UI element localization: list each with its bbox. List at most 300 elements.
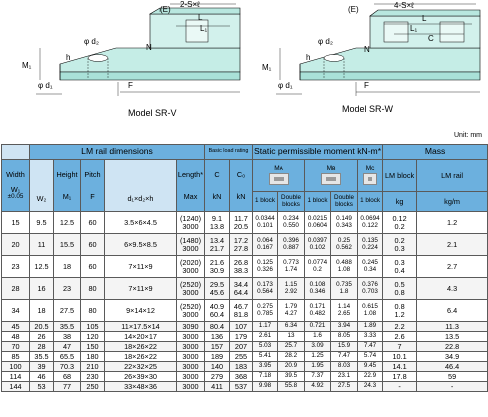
- header-ma-label: Mᴀ: [274, 164, 283, 172]
- moment-a-icon: [269, 173, 289, 185]
- cell-value: 255: [234, 351, 248, 361]
- cell-mb2: [331, 342, 358, 352]
- cell-value: 4.27: [284, 309, 298, 317]
- caption-sr-w: Model SR-W: [342, 104, 394, 114]
- cell-mb1: [305, 278, 331, 300]
- cell-ma2: [278, 362, 305, 372]
- spec-table-body: [2, 212, 488, 392]
- cell-value: 0.234: [283, 214, 299, 222]
- cell-ma1: [253, 352, 278, 362]
- cell-d: 18×26×22: [105, 352, 177, 362]
- cell-ma2: [278, 332, 305, 342]
- cell-value: 7.37: [311, 372, 324, 380]
- cell-c: [205, 212, 230, 234]
- cell-value: 368: [234, 371, 248, 381]
- label-m1: M₁: [22, 61, 32, 70]
- cell-ma1: [253, 300, 278, 322]
- cell-rail: -: [417, 382, 488, 392]
- cell-value: 189: [210, 351, 224, 361]
- cell-value: 140: [210, 361, 224, 371]
- cell-value: 0.326: [257, 265, 273, 273]
- cell-m1: 77: [54, 382, 81, 392]
- cell-w2: 12.5: [30, 256, 54, 278]
- cell-value: 30.9: [209, 265, 225, 275]
- cell-value: 3.95: [258, 362, 272, 370]
- cell-value: 1.14: [337, 302, 351, 310]
- header-c0-unit: kN: [236, 191, 246, 201]
- cell-f: 60: [81, 256, 105, 278]
- header-static-moment: Static permissible moment kN-m*: [253, 145, 383, 160]
- cell-value: 5.41: [258, 352, 272, 360]
- cell-m1: 65.5: [54, 352, 81, 362]
- cell-c: [205, 278, 230, 300]
- cell-value: 0.562: [336, 243, 352, 251]
- cell-c0: [230, 322, 253, 332]
- cell-ma2: [278, 372, 305, 382]
- label-hole: 4-S×ℓ: [394, 1, 414, 10]
- cell-d: 7×11×9: [105, 256, 177, 278]
- cell-mb1: [305, 332, 331, 342]
- header-c0: [230, 160, 253, 212]
- cell-value: 64.4: [233, 287, 249, 297]
- cell-mb2: [331, 332, 358, 342]
- cell-value: 0.488: [336, 258, 352, 266]
- header-lm-rail: LM rail: [417, 160, 488, 192]
- cell-d: 18×26×22: [105, 342, 177, 352]
- cell-w2: 18: [30, 300, 54, 322]
- cell-mb2: [331, 382, 358, 392]
- cell-c: [205, 382, 230, 392]
- cell-ma2: [278, 300, 305, 322]
- cell-w2: 11: [30, 234, 54, 256]
- cell-value: 0.0344: [255, 214, 275, 222]
- cell-value: -: [398, 381, 401, 391]
- label-d2: φ d₂: [84, 37, 99, 46]
- cell-c0: [230, 234, 253, 256]
- cell-mb1: [305, 372, 331, 382]
- cell-value: 0.3: [394, 243, 405, 253]
- cell-blk: [383, 300, 417, 322]
- cell-value: 8.03: [337, 362, 351, 370]
- cell-value: 0.167: [257, 243, 273, 251]
- header-basic-load-rating: Basic load rating: [205, 145, 253, 160]
- cell-value: (1240): [179, 213, 202, 223]
- cell-c0: [230, 382, 253, 392]
- cell-value: (2520): [179, 301, 202, 311]
- header-mc-1-block: 1 block: [358, 192, 383, 212]
- cell-value: 1.79: [284, 302, 298, 310]
- cell-w1: 45: [2, 322, 30, 332]
- cell-f: 80: [81, 300, 105, 322]
- cell-c: [205, 300, 230, 322]
- cell-value: 81.8: [233, 309, 249, 319]
- cell-value: 3000: [182, 361, 199, 371]
- header-c: [205, 160, 230, 212]
- cell-mb1: [305, 352, 331, 362]
- header-mb-label: Mʙ: [326, 164, 336, 172]
- header-w2-label: W₂: [36, 193, 47, 203]
- cell-mc: [358, 234, 383, 256]
- cell-c: [205, 332, 230, 342]
- cell-mb2: [331, 300, 358, 322]
- cell-value: 3000: [182, 265, 199, 275]
- cell-m1: 70.3: [54, 362, 81, 372]
- cell-value: 1.8: [339, 287, 349, 295]
- cell-value: 0.346: [309, 287, 326, 295]
- cell-mc: [358, 300, 383, 322]
- cell-w1: 48: [2, 332, 30, 342]
- cell-value: 13: [287, 332, 295, 340]
- cell-mc: [358, 278, 383, 300]
- cell-value: 3000: [182, 309, 199, 319]
- cell-ma2: [278, 278, 305, 300]
- cell-rail: 13.5: [417, 332, 488, 342]
- cell-value: 0.064: [257, 236, 273, 244]
- cell-m1: 27.5: [54, 300, 81, 322]
- cell-blk: [383, 362, 417, 372]
- cell-w1: 20: [2, 234, 30, 256]
- cell-w1: 114: [2, 372, 30, 382]
- cell-value: 0.2: [313, 265, 322, 273]
- header-mb-1-block: 1 block: [305, 192, 331, 212]
- cell-mc: [358, 372, 383, 382]
- cell-value: 3000: [182, 381, 199, 391]
- cell-c0: [230, 332, 253, 342]
- cell-m1: 12.5: [54, 212, 81, 234]
- header-height: [54, 160, 81, 212]
- table-row: [2, 382, 488, 392]
- label-d1: φ d₁: [278, 81, 293, 90]
- cell-value: 45.6: [209, 287, 225, 297]
- cell-c0: [230, 212, 253, 234]
- cell-value: 5.74: [363, 352, 377, 360]
- cell-c: [205, 352, 230, 362]
- cell-ma1: [253, 382, 278, 392]
- cell-value: 0.5: [394, 279, 405, 289]
- table-row: [2, 234, 488, 256]
- cell-m1: 68: [54, 372, 81, 382]
- cell-mb1: [305, 256, 331, 278]
- cell-len: [177, 234, 205, 256]
- cell-value: 3.09: [311, 342, 324, 350]
- cell-value: 21.7: [209, 243, 225, 253]
- cell-value: 0.149: [336, 214, 352, 222]
- cell-value: 5.03: [258, 342, 272, 350]
- cell-m1: 35.5: [54, 322, 81, 332]
- drawing-sr-v: [0, 0, 244, 128]
- cell-blk: [383, 352, 417, 362]
- cell-ma2: [278, 212, 305, 234]
- cell-mc: [358, 212, 383, 234]
- cell-value: 1.89: [363, 322, 377, 330]
- cell-value: 1.74: [284, 265, 298, 273]
- cell-value: 0.721: [309, 322, 326, 330]
- cell-len: [177, 278, 205, 300]
- cell-f: 60: [81, 234, 105, 256]
- cell-w2: 20.5: [30, 322, 54, 332]
- cell-ma1: [253, 342, 278, 352]
- header-d-formula-label: d₁×d₂×h: [127, 193, 154, 203]
- cell-value: 0.0397: [307, 236, 328, 244]
- cell-value: 3.94: [337, 322, 351, 330]
- cell-f: 230: [81, 372, 105, 382]
- cell-value: 1.15: [284, 280, 298, 288]
- cell-value: 207: [234, 341, 248, 351]
- cell-value: 0.343: [336, 221, 352, 229]
- cell-value: 0.550: [283, 221, 299, 229]
- cell-value: 40.9: [209, 301, 225, 311]
- label-hole: 2-S×ℓ: [180, 0, 200, 9]
- cell-c: [205, 342, 230, 352]
- cell-w2: 53: [30, 382, 54, 392]
- cell-ma2: [278, 382, 305, 392]
- cell-value: 537: [234, 381, 248, 391]
- cell-mb1: [305, 300, 331, 322]
- cell-value: 3090: [182, 321, 199, 331]
- cell-value: 20.9: [284, 362, 298, 370]
- label-f: F: [128, 81, 133, 90]
- cell-mb1: [305, 234, 331, 256]
- cell-blk: [383, 372, 417, 382]
- cell-value: 2.6: [394, 331, 405, 341]
- cell-d: 14×20×17: [105, 332, 177, 342]
- cell-value: 0.8: [394, 287, 405, 297]
- cell-m1: 15.5: [54, 234, 81, 256]
- cell-value: 0.173: [257, 280, 273, 288]
- cell-ma1: [253, 362, 278, 372]
- cell-value: 17.8: [392, 371, 407, 381]
- cell-rail: 34.9: [417, 352, 488, 362]
- label-h: h: [306, 53, 311, 62]
- cell-w1: 100: [2, 362, 30, 372]
- header-d-formula: [105, 160, 177, 212]
- cell-c: [205, 372, 230, 382]
- header-mb-double-blocks: Double blocks: [331, 192, 358, 212]
- cell-value: 7.47: [337, 352, 351, 360]
- cell-w2: 39: [30, 362, 54, 372]
- cell-value: 179: [234, 331, 248, 341]
- cell-value: 1.95: [311, 362, 324, 370]
- label-h: h: [66, 53, 71, 62]
- cell-value: 11.7: [234, 213, 248, 223]
- cell-blk: [383, 278, 417, 300]
- cell-f: 250: [81, 382, 105, 392]
- cell-c0: [230, 278, 253, 300]
- cell-value: 13.4: [209, 235, 225, 245]
- label-l1: L₁: [200, 24, 208, 33]
- cell-rail: 46.4: [417, 362, 488, 372]
- header-w2: [30, 160, 54, 212]
- cell-value: 0.703: [362, 287, 378, 295]
- cell-value: 3000: [182, 351, 199, 361]
- cell-value: 17.2: [233, 235, 249, 245]
- header-max: Max: [183, 191, 198, 201]
- cell-value: 46.7: [233, 301, 249, 311]
- cell-value: 0.25: [337, 236, 351, 244]
- table-row: [2, 352, 488, 362]
- cell-value: 23.1: [337, 372, 351, 380]
- cell-len: [177, 362, 205, 372]
- cell-mc: [358, 352, 383, 362]
- header-ma-double-blocks: Double blocks: [278, 192, 305, 212]
- cell-value: 1.17: [258, 322, 272, 330]
- header-kgm: kg/m: [417, 192, 488, 212]
- cell-value: 1.08: [363, 309, 377, 317]
- cell-value: 0.2: [394, 235, 405, 245]
- cell-rail: 1.2: [417, 212, 488, 234]
- header-height-label: Height: [56, 169, 78, 179]
- cell-mb2: [331, 278, 358, 300]
- cell-value: 0.0604: [307, 221, 328, 229]
- cell-value: 0.135: [362, 236, 378, 244]
- header-lm-block: LM block: [383, 160, 417, 192]
- cell-value: 3000: [182, 341, 199, 351]
- cell-value: 9.45: [363, 362, 377, 370]
- cell-ma1: [253, 278, 278, 300]
- header-length-label: Length*: [177, 169, 204, 179]
- cell-ma1: [253, 256, 278, 278]
- cell-value: 0.376: [362, 280, 378, 288]
- cell-value: 60.4: [209, 309, 225, 319]
- cell-value: 0.8: [394, 301, 405, 311]
- cell-mc: [358, 362, 383, 372]
- cell-ma2: [278, 234, 305, 256]
- cell-value: 3000: [182, 371, 199, 381]
- header-length: [177, 160, 205, 212]
- cell-ma1: [253, 234, 278, 256]
- cell-m1: 23: [54, 278, 81, 300]
- cell-value: 0.3: [394, 257, 405, 267]
- cell-value: 38.3: [233, 265, 249, 275]
- cell-len: [177, 256, 205, 278]
- cell-value: 0.482: [309, 309, 326, 317]
- cell-f: 210: [81, 362, 105, 372]
- header-lm-rail-dimensions: LM rail dimensions: [30, 145, 205, 160]
- cell-value: 20.5: [233, 221, 249, 231]
- cell-c: [205, 362, 230, 372]
- cell-value: (2020): [179, 257, 202, 267]
- unit-label: Unit: mm: [454, 132, 482, 139]
- cell-ma2: [278, 352, 305, 362]
- cell-value: 7.18: [258, 372, 272, 380]
- cell-value: 157: [210, 341, 224, 351]
- table-row: [2, 322, 488, 332]
- cell-ma1: [253, 372, 278, 382]
- label-e: (E): [348, 5, 359, 14]
- header-w1-tolerance: ±0.05: [7, 192, 24, 200]
- cell-value: 1.6: [313, 332, 322, 340]
- cell-value: 0.396: [283, 236, 299, 244]
- cell-w2: 46: [30, 372, 54, 382]
- header-w1: W₁: [10, 185, 21, 195]
- cell-mb2: [331, 322, 358, 332]
- cell-value: 0.564: [257, 287, 273, 295]
- cell-value: 183: [234, 361, 248, 371]
- label-e: (E): [160, 5, 171, 14]
- cell-value: 4.92: [311, 382, 324, 390]
- cell-value: 0.108: [309, 280, 326, 288]
- cell-rail: 22.8: [417, 342, 488, 352]
- cell-value: 10.1: [392, 351, 407, 361]
- header-m1: M₁: [62, 191, 72, 201]
- cell-w1: 34: [2, 300, 30, 322]
- cell-w1: 15: [2, 212, 30, 234]
- cell-value: 3.33: [363, 332, 377, 340]
- cell-len: [177, 382, 205, 392]
- cell-value: 26.8: [233, 257, 249, 267]
- cell-w2: 9.5: [30, 212, 54, 234]
- cell-value: 0.735: [336, 280, 352, 288]
- cell-value: 2.65: [337, 309, 351, 317]
- table-row: [2, 342, 488, 352]
- cell-value: 7.47: [363, 342, 377, 350]
- cell-mb2: [331, 256, 358, 278]
- table-row: [2, 212, 488, 234]
- cell-value: 0.785: [257, 309, 273, 317]
- cell-mb1: [305, 362, 331, 372]
- header-width: [2, 160, 30, 212]
- cell-rail: 11.3: [417, 322, 488, 332]
- cell-c0: [230, 362, 253, 372]
- cell-value: 1.25: [311, 352, 324, 360]
- cell-c: [205, 234, 230, 256]
- cell-rail: 6.4: [417, 300, 488, 322]
- cell-mb2: [331, 362, 358, 372]
- cell-len: [177, 342, 205, 352]
- label-l1: L₁: [410, 24, 418, 33]
- cell-blk: [383, 382, 417, 392]
- cell-value: (1480): [179, 235, 202, 245]
- cell-value: 0.34: [363, 265, 377, 273]
- cell-c0: [230, 256, 253, 278]
- cell-value: 2.2: [394, 321, 405, 331]
- cell-value: 279: [210, 371, 224, 381]
- cell-value: 0.171: [309, 302, 326, 310]
- cell-len: [177, 352, 205, 362]
- cell-value: 107: [234, 321, 248, 331]
- cell-value: 0.4: [394, 265, 405, 275]
- cell-rail: 2.7: [417, 256, 488, 278]
- header-ma-1-block: 1 block: [253, 192, 278, 212]
- header-pitch-label: Pitch: [84, 169, 101, 179]
- header-mass: Mass: [383, 145, 488, 160]
- cell-value: 28.2: [284, 352, 298, 360]
- cell-len: [177, 372, 205, 382]
- cell-w1: 23: [2, 256, 30, 278]
- cell-d: 6×9.5×8.5: [105, 234, 177, 256]
- cell-c: [205, 256, 230, 278]
- cell-d: 9×14×12: [105, 300, 177, 322]
- cell-mb1: [305, 382, 331, 392]
- label-n: N: [146, 43, 152, 52]
- cell-d: 7×11×9: [105, 278, 177, 300]
- cell-value: 13.8: [209, 221, 225, 231]
- cell-value: 80.4: [209, 321, 225, 331]
- cell-value: 24.3: [363, 382, 377, 390]
- cell-value: 0.0774: [307, 258, 328, 266]
- cell-len: [177, 300, 205, 322]
- cell-value: 9.98: [258, 382, 272, 390]
- cell-c0: [230, 352, 253, 362]
- cell-w1: 85: [2, 352, 30, 362]
- cell-value: 25.7: [284, 342, 298, 350]
- moment-b-icon: [321, 173, 341, 185]
- drawing-sr-w: [244, 0, 488, 128]
- cell-mc: [358, 332, 383, 342]
- cell-value: 55.8: [284, 382, 298, 390]
- label-d2: φ d₂: [318, 37, 333, 46]
- header-blank: [2, 145, 30, 160]
